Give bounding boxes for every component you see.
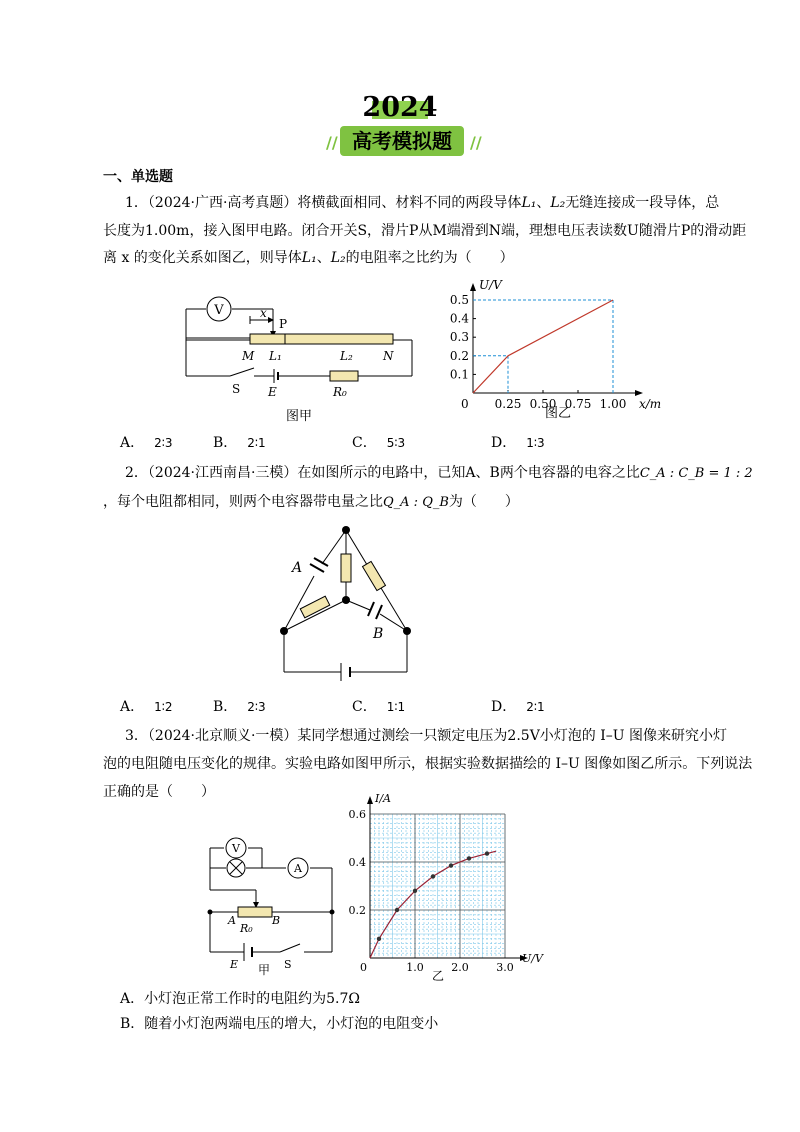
q1-graph-area (450, 278, 661, 411)
q1-x-axis-label: x/m (639, 397, 662, 411)
q1-line2: 长度为1.00m，接入图甲电路。闭合开关S，滑片P从M端滑到N端，理想电压表读数U随滑片P的滑动距 (103, 223, 747, 239)
q3-x-tick-label: 2.0 (451, 961, 469, 974)
q1-origin-label: 0 (461, 397, 469, 411)
q1-option-c-letter: C． (352, 435, 377, 451)
q1-l2-symbol: L₂ (550, 195, 566, 211)
q1-line3-end: 的电阻率之比约为（ ） (345, 250, 514, 266)
q3-line3: 正确的是（ ） (103, 784, 215, 800)
q1-option-d[interactable] (491, 432, 545, 452)
q3-graph-figure (335, 790, 543, 985)
q3-line2: 泡的电阻随电压变化的规律。实验电路如图甲所示，根据实验数据描绘的 I–U 图像如图乙所示。下列说法 (103, 756, 753, 772)
q1-option-a-value: 2∶3 (154, 436, 173, 450)
q1-y-axis-arrow-icon (470, 283, 476, 291)
q1-line3-l2: L₂ (330, 250, 346, 266)
q1-p-label: P (279, 317, 288, 331)
q1-option-a-letter: A． (120, 435, 145, 451)
q3-ammeter-label: A (294, 862, 302, 875)
q1-x-axis-arrow-icon (635, 390, 643, 396)
banner-title: 高考模拟题 (352, 129, 452, 153)
q3-circuit-figure (200, 830, 350, 980)
q3-x-tick-label: 3.0 (496, 961, 514, 974)
q3-y-tick-label: 0.4 (348, 856, 366, 869)
q3-line1: 3．（2024·北京顺义·一模）某同学想通过测绘一只额定电压为2.5V小灯泡的 I–U 图像来研究小灯 (125, 728, 728, 744)
q3-y-axis-arrow-icon (367, 796, 373, 804)
q2-option-a-value: 1∶2 (154, 700, 173, 714)
q3-e-label: E (230, 958, 239, 971)
q1-x-label: x (260, 306, 267, 320)
q2-resistor-left (300, 596, 329, 618)
q2-option-d[interactable] (491, 696, 545, 716)
q1-graph-line (473, 300, 613, 393)
q2-option-d-value: 2∶1 (526, 700, 545, 714)
q2-option-b-letter: B． (213, 699, 238, 715)
q2-resistor-right (363, 561, 386, 590)
q1-fig-l1-label: L₁ (269, 349, 282, 363)
q1-fig-b-caption: 图乙 (545, 406, 572, 421)
q1-voltmeter-label: V (214, 303, 224, 318)
q2-charge-ratio: Q_A : Q_B (383, 495, 449, 510)
banner-right-slashes: // (470, 133, 482, 152)
q3-data-point (377, 937, 381, 941)
q3-rheostat-b-label: B (272, 914, 281, 927)
q2-option-d-letter: D． (491, 699, 517, 715)
q1-option-a[interactable] (120, 432, 173, 452)
q1-m-label: M (242, 349, 255, 363)
q1-s-label: S (232, 382, 241, 396)
q1-y-tick-label: 0.3 (449, 330, 469, 345)
q2-option-b[interactable] (213, 696, 266, 716)
q1-option-c[interactable] (352, 432, 405, 452)
q1-sep: 、 (536, 195, 551, 211)
banner-left-slashes: // (326, 133, 338, 152)
q1-option-b[interactable] (213, 432, 266, 452)
q1-x-tick-label: 0.50 (529, 397, 557, 411)
q3-node-left (208, 910, 213, 915)
q1-line3 (103, 247, 514, 269)
q2-capacitance-ratio: C_A : C_B = 1 : 2 (639, 466, 753, 481)
q3-data-point (467, 856, 471, 860)
q3-y-tick-label: 0.2 (348, 904, 366, 917)
q2-option-c-value: 1∶1 (386, 700, 406, 714)
q2-line2-end: 为（ ） (448, 494, 519, 510)
q1-conductor (250, 334, 393, 344)
q3-rheostat (238, 907, 272, 917)
q3-origin-label: 0 (360, 961, 367, 974)
q1-y-tick-label: 0.5 (449, 293, 469, 307)
q2-label-a: A (292, 560, 303, 576)
q1-option-d-letter: D． (491, 435, 517, 451)
q3-option-a[interactable]: A．小灯泡正常工作时的电阻约为5.7Ω (120, 991, 360, 1007)
q3-node-right (330, 910, 335, 915)
q1-line1-end: 无缝连接成一段导体，总 (565, 195, 720, 211)
q3-y-axis-label: I/A (375, 792, 391, 805)
q1-x-tick-label: 0.75 (564, 397, 592, 411)
year-title: 2024 (362, 92, 438, 123)
q2-node-top (342, 526, 350, 534)
q3-fig-a-caption: 甲 (258, 963, 271, 977)
q3-s-label: S (284, 958, 292, 971)
q2-node-center (342, 596, 350, 604)
q2-node-left (280, 627, 288, 635)
q1-x-tick-label: 1.00 (599, 397, 627, 411)
q2-label-b: B (373, 626, 384, 642)
q2-line1-text: 2．（2024·江西南昌·三模）在如图所示的电路中，已知A、B两个电容器的电容之比 (125, 465, 640, 481)
q2-line1 (125, 462, 753, 485)
q2-option-a[interactable] (120, 696, 173, 716)
q1-option-c-value: 5∶3 (386, 436, 406, 450)
q1-r0-label: R₀ (333, 385, 347, 399)
q3-data-point (431, 874, 435, 878)
q2-resistor-center (341, 554, 351, 582)
q1-y-axis-label: U/V (479, 278, 502, 292)
q2-node-right (403, 627, 411, 635)
q2-line2-text: ，每个电阻都相同，则两个电容器带电量之比 (103, 494, 383, 510)
q2-option-b-value: 2∶3 (247, 700, 266, 714)
q1-y-tick-label: 0.2 (449, 348, 469, 363)
q3-data-point (485, 851, 489, 855)
q3-y-tick-label: 0.6 (348, 808, 366, 821)
q1-l1-symbol: L₁ (521, 195, 537, 211)
q1-e-label: E (268, 385, 277, 399)
q3-data-point (395, 908, 399, 912)
q2-circuit-figure (270, 520, 430, 690)
q2-option-c-letter: C． (352, 699, 377, 715)
q3-fig-b-caption: 乙 (432, 969, 445, 983)
q1-line3-l1: L₁ (301, 250, 317, 266)
q1-switch-blade (230, 368, 254, 376)
q1-line3-text: 离 x 的变化关系如图乙，则导体 (103, 250, 302, 266)
q3-data-point (413, 889, 417, 893)
q2-capacitor-b-icon (368, 602, 382, 619)
q2-line2 (103, 491, 519, 514)
q1-graph-figure (445, 275, 665, 425)
q1-line1-text: 1．（2024·广西·高考真题）将横截面相同、材料不同的两段导体 (125, 195, 522, 211)
q1-y-tick-label: 0.4 (449, 311, 469, 326)
q1-line1 (125, 192, 719, 214)
q1-n-label: N (383, 349, 394, 363)
q1-fig-l2-label: L₂ (340, 349, 353, 363)
q3-rheostat-a-label: A (228, 914, 236, 927)
q1-line3-sep: 、 (316, 250, 331, 266)
q3-option-b[interactable]: B．随着小灯泡两端电压的增大，小灯泡的电阻变小 (120, 1016, 439, 1032)
q3-x-tick-label: 1.0 (406, 961, 424, 974)
q3-r0-label: R₀ (240, 922, 253, 935)
q3-voltmeter-label: V (232, 842, 240, 855)
section-title: 一、单选题 (103, 169, 173, 185)
q3-x-axis-label: U/V (522, 952, 543, 965)
q2-option-c[interactable] (352, 696, 405, 716)
q1-option-b-letter: B． (213, 435, 238, 451)
q1-fig-a-caption: 图甲 (286, 409, 313, 424)
q3-data-point (449, 863, 453, 867)
q1-r0-resistor (330, 371, 358, 381)
q1-option-b-value: 2∶1 (247, 436, 266, 450)
q1-circuit-figure (180, 290, 420, 430)
q2-option-a-letter: A． (120, 699, 145, 715)
q3-graph-area (349, 792, 544, 974)
q1-x-tick-label: 0.25 (494, 397, 522, 411)
q1-y-tick-label: 0.1 (449, 367, 469, 382)
q1-option-d-value: 1∶3 (526, 436, 545, 450)
